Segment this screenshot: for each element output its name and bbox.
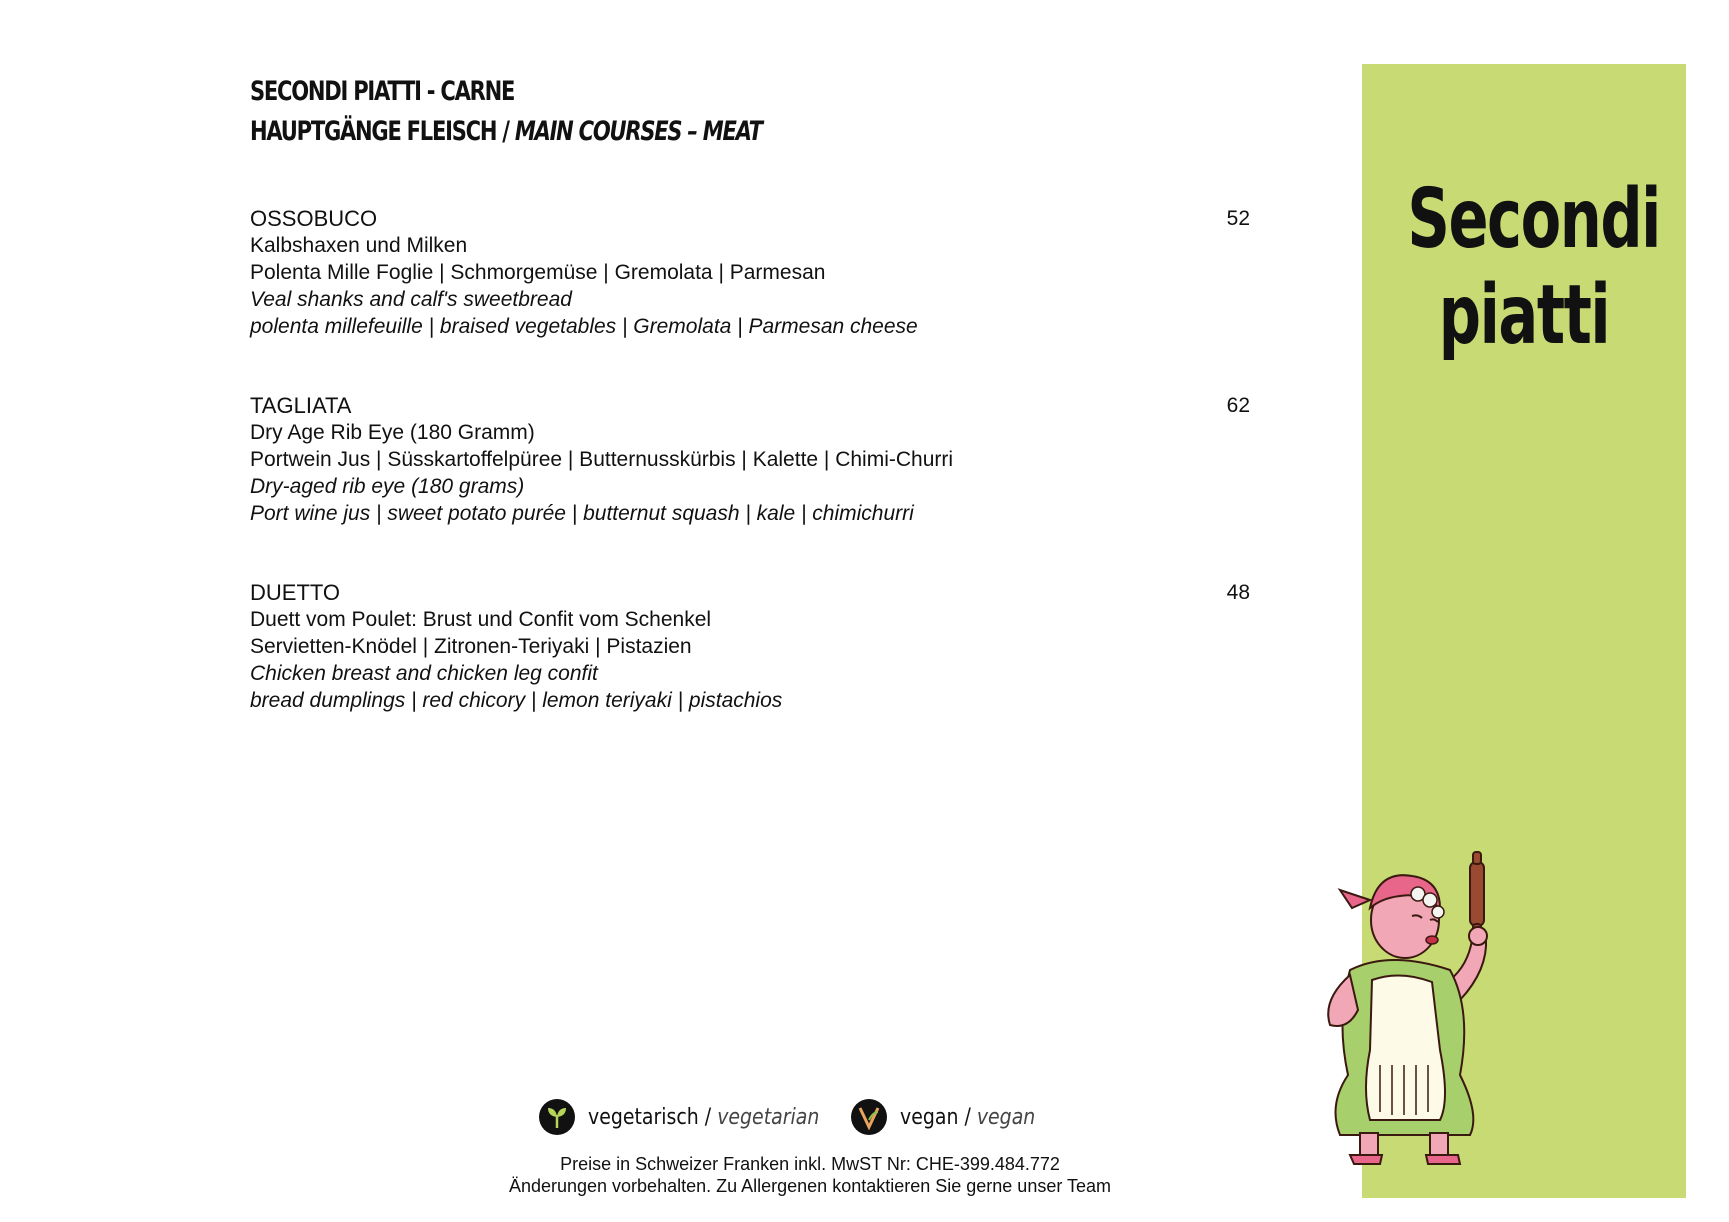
legend-vegan-de: vegan / [900, 1104, 971, 1130]
dish-price: 62 [1226, 394, 1250, 417]
leaf-sprout-icon [538, 1098, 576, 1136]
dish-sides-de: Portwein Jus | Süsskartoffelpüree | Butternusskürbis | Kalette | Chimi-Churri [250, 448, 954, 471]
dish-name: TAGLIATA [250, 393, 352, 418]
legend-vegan-en: vegan [976, 1104, 1036, 1130]
dish-price: 48 [1226, 581, 1250, 604]
dish-description-en: Veal shanks and calf's sweetbread [250, 288, 572, 311]
dish-price: 52 [1226, 207, 1250, 230]
dish-sides-de: Polenta Mille Foglie | Schmorgemüse | Gremolata | Parmesan [250, 261, 826, 284]
side-panel-title [1407, 172, 1660, 364]
dietary-legend [0, 1098, 1729, 1138]
v-sprout-icon [850, 1098, 888, 1136]
legend-vegan [850, 1098, 1057, 1136]
legend-vegetarian-de: vegetarisch / [588, 1104, 712, 1130]
dish-description-en: Chicken breast and chicken leg confit [250, 662, 598, 685]
menu-item [250, 205, 1250, 340]
section-title-german: HAUPTGÄNGE FLEISCH / [250, 116, 509, 147]
dish-sides-en: bread dumplings | red chicory | lemon teriyaki | pistachios [250, 689, 783, 712]
section-header [250, 72, 906, 152]
menu-item [250, 579, 1250, 714]
section-title-english: MAIN COURSES – MEAT [514, 116, 762, 147]
section-title-italian: SECONDI PIATTI - CARNE [250, 76, 515, 107]
dish-description-en: Dry-aged rib eye (180 grams) [250, 475, 525, 498]
dish-sides-en: Port wine jus | sweet potato purée | butternut squash | kale | chimichurri [250, 502, 914, 525]
legend-vegetarian [538, 1098, 857, 1136]
legend-vegetarian-en: vegetarian [717, 1104, 820, 1130]
dish-name: DUETTO [250, 580, 341, 605]
dish-description-de: Dry Age Rib Eye (180 Gramm) [250, 421, 535, 444]
footer-prices-note: Preise in Schweizer Franken inkl. MwST Nr: CHE-399.484.772 [560, 1154, 1060, 1174]
side-title-line2: piatti [1438, 268, 1610, 363]
dish-sides-en: polenta millefeuille | braised vegetables | Gremolata | Parmesan cheese [250, 315, 918, 338]
menu-item [250, 392, 1250, 527]
side-title-line1: Secondi [1407, 172, 1660, 267]
dish-sides-de: Servietten-Knödel | Zitronen-Teriyaki | Pistazien [250, 635, 692, 658]
rolling-pin-icon [1470, 852, 1484, 934]
dish-description-de: Kalbshaxen und Milken [250, 234, 468, 257]
footer-allergen-note: Änderungen vorbehalten. Zu Allergenen kontaktieren Sie gerne unser Team [508, 1176, 1112, 1196]
dish-description-de: Duett vom Poulet: Brust und Confit vom Schenkel [250, 608, 712, 631]
section-title-translations [250, 112, 762, 152]
dish-name: OSSOBUCO [250, 206, 378, 231]
